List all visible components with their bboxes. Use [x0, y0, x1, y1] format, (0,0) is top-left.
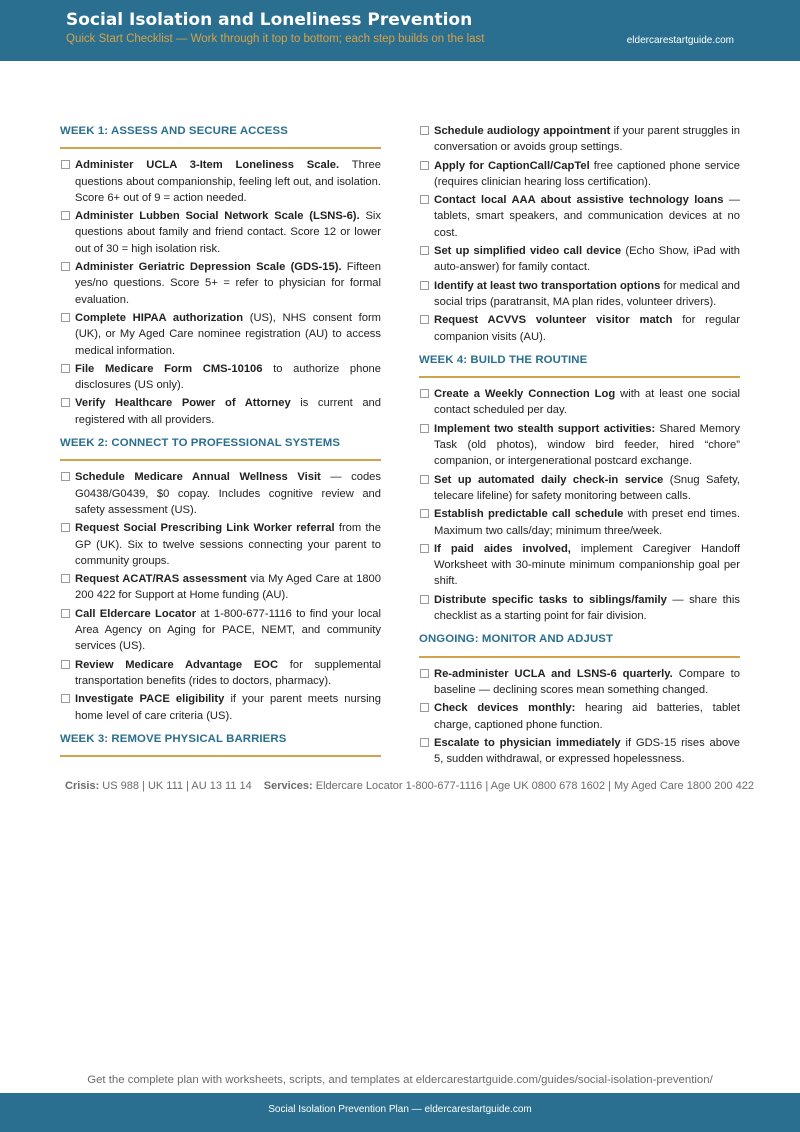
item-text: if GDS-15 rises above 5, sudden withdrawal, or expressed hopelessness.	[434, 736, 741, 766]
item-text: Shared Memory Task (old photos), window bird feeder, hired “chore” companion, or intergenerational postcard exchange.	[434, 422, 740, 468]
item-text: with preset end times. Maximum two calls/day; minimum three/week.	[434, 508, 740, 537]
section-week1	[60, 123, 381, 428]
item-title: Create a Weekly Connection Log	[434, 388, 616, 401]
checklist-item	[419, 158, 740, 191]
item-text: for supplemental transportation benefits (rides to doctors, pharmacy).	[75, 658, 382, 687]
checkbox-icon[interactable]	[420, 475, 429, 484]
item-text: (Echo Show, iPad with auto-answer) for family contact.	[434, 245, 741, 274]
checkbox-icon[interactable]	[420, 161, 429, 170]
checklist-item	[419, 666, 740, 699]
right-column	[419, 123, 740, 774]
item-text: if your parent meets nursing home level of care criteria (US).	[75, 693, 382, 722]
checkbox-icon[interactable]	[61, 364, 70, 373]
checkbox-icon[interactable]	[420, 703, 429, 712]
section-week3-items	[419, 123, 740, 345]
item-title: Set up automated daily check-in service	[434, 473, 664, 486]
item-title: Establish predictable call schedule	[434, 508, 624, 521]
checklist-item	[419, 278, 740, 311]
item-text: with at least one social contact scheduled per day.	[434, 388, 740, 417]
checklist-item	[419, 541, 740, 590]
header-banner	[0, 0, 800, 61]
checklist-item	[60, 208, 381, 257]
item-title: Apply for CaptionCall/CapTel	[434, 159, 590, 172]
crisis-label: Crisis:	[65, 780, 100, 792]
checklist-item	[419, 421, 740, 470]
checkbox-icon[interactable]	[420, 281, 429, 290]
item-title: Distribute specific tasks to siblings/family	[434, 593, 667, 606]
item-text: — tablets, smart speakers, and communication devices at no cost.	[434, 194, 741, 239]
item-title: Check devices monthly:	[434, 702, 576, 715]
checkbox-icon[interactable]	[420, 389, 429, 398]
checklist-item	[60, 469, 381, 518]
services-numbers: Eldercare Locator 1-800-677-1116 | Age UK 0800 678 1602 | My Aged Care 1800 200 422	[312, 780, 755, 792]
checklist-item	[60, 657, 381, 690]
footer-banner	[0, 1093, 800, 1132]
checklist-item	[419, 192, 740, 241]
item-title: Administer Lubben Social Network Scale (LSNS-6).	[75, 210, 360, 223]
checkbox-icon[interactable]	[61, 694, 70, 703]
item-title: Set up simplified video call device	[434, 245, 622, 258]
section-heading: WEEK 1: ASSESS AND SECURE ACCESS	[60, 123, 381, 149]
checkbox-icon[interactable]	[420, 738, 429, 747]
item-title: Complete HIPAA authorization	[75, 311, 244, 324]
page-subtitle: Quick Start Checklist — Work through it top to bottom; each step builds on the last	[66, 33, 485, 45]
checkbox-icon[interactable]	[61, 574, 70, 583]
item-title: Review Medicare Advantage EOC	[75, 658, 279, 671]
item-text: for regular companion visits (AU).	[434, 314, 740, 343]
checklist-item	[419, 312, 740, 345]
header-site-link[interactable]: eldercarestartguide.com	[626, 35, 734, 46]
checkbox-icon[interactable]	[420, 126, 429, 135]
item-text: if your parent struggles in conversation or avoids group settings.	[434, 125, 740, 154]
checkbox-icon[interactable]	[420, 509, 429, 518]
checkbox-icon[interactable]	[61, 160, 70, 169]
left-column	[60, 123, 381, 765]
checklist-item	[419, 506, 740, 539]
section-heading: WEEK 2: CONNECT TO PROFESSIONAL SYSTEMS	[60, 435, 381, 461]
section-heading: WEEK 4: BUILD THE ROUTINE	[419, 352, 740, 378]
item-title: Request Social Prescribing Link Worker referral	[75, 522, 335, 535]
checkbox-icon[interactable]	[61, 472, 70, 481]
item-title: Investigate PACE eligibility	[75, 693, 225, 706]
item-text: — codes G0438/G0439, $0 copay. Includes cognitive review and safety assessment (US).	[75, 471, 382, 516]
section-heading: WEEK 3: REMOVE PHYSICAL BARRIERS	[60, 731, 381, 757]
checkbox-icon[interactable]	[420, 669, 429, 678]
checklist-item	[60, 310, 381, 359]
checklist-item	[419, 735, 740, 768]
footer-text: Social Isolation Prevention Plan — eldercarestartguide.com	[268, 1104, 532, 1115]
checkbox-icon[interactable]	[420, 246, 429, 255]
checklist-item	[60, 520, 381, 569]
checkbox-icon[interactable]	[420, 595, 429, 604]
item-title: Contact local AAA about assistive technology loans	[434, 194, 724, 207]
checklist-item	[60, 571, 381, 604]
checklist-item	[60, 361, 381, 394]
checklist-item	[60, 395, 381, 428]
section-week2	[60, 435, 381, 724]
checklist-item	[60, 606, 381, 655]
item-title: If paid aides involved,	[434, 542, 571, 555]
checklist-item	[419, 592, 740, 625]
item-text: from the GP (UK). Six to twelve sessions connecting your parent to community groups.	[75, 522, 381, 567]
page-title: Social Isolation and Loneliness Prevention	[66, 10, 473, 30]
checkbox-icon[interactable]	[61, 523, 70, 532]
item-title: Schedule audiology appointment	[434, 125, 611, 137]
item-text: Fifteen yes/no questions. Score 5+ = refer to physician for formal evaluation.	[75, 261, 382, 306]
checkbox-icon[interactable]	[61, 609, 70, 618]
item-text: Three questions about companionship, feeling left out, and isolation. Score 6+ out of 9 = action needed.	[75, 159, 381, 204]
item-title: Escalate to physician immediately	[434, 736, 621, 749]
services-label: Services:	[263, 780, 313, 792]
item-text: — share this checklist as a starting point for fair division.	[434, 593, 740, 623]
checkbox-icon[interactable]	[61, 211, 70, 220]
item-text: at 1-800-677-1116 to find your local Area Agency on Aging for PACE, NEMT, and community services (US).	[75, 607, 382, 653]
item-title: Request ACVVS volunteer visitor match	[434, 314, 673, 327]
checklist-item	[419, 123, 740, 156]
checklist-item	[419, 700, 740, 733]
item-title: File Medicare Form CMS-10106	[75, 362, 263, 375]
item-text: Compare to baseline — declining scores mean something changed.	[434, 667, 740, 696]
crisis-numbers: US 988 | UK 111 | AU 13 11 14	[99, 780, 252, 792]
checkbox-icon[interactable]	[420, 424, 429, 433]
checklist-item	[60, 157, 381, 206]
item-text: free captioned phone service (requires clinician hearing loss certification).	[434, 159, 740, 188]
item-title: Verify Healthcare Power of Attorney	[75, 397, 291, 410]
item-text: hearing aid batteries, tablet charge, captioned phone function.	[434, 702, 740, 731]
item-title: Implement two stealth support activities:	[434, 422, 656, 435]
checkbox-icon[interactable]	[420, 315, 429, 324]
section-week3-heading	[60, 731, 381, 757]
checkbox-icon[interactable]	[61, 398, 70, 407]
item-title: Request ACAT/RAS assessment	[75, 573, 247, 586]
item-text: (Snug Safety, telecare lifeline) for safety monitoring between calls.	[434, 473, 740, 502]
item-title: Call Eldercare Locator	[75, 607, 197, 620]
checklist-item	[60, 259, 381, 308]
item-title: Schedule Medicare Annual Wellness Visit	[75, 471, 321, 484]
item-title: Re-administer UCLA and LSNS-6 quarterly.	[434, 667, 673, 680]
checklist-item	[419, 386, 740, 419]
checklist-item	[60, 691, 381, 724]
item-text: to authorize phone disclosures (US only).	[75, 362, 381, 392]
checkbox-icon[interactable]	[420, 195, 429, 204]
checkbox-icon[interactable]	[420, 544, 429, 553]
item-text: (US), NHS consent form (UK), or My Aged Care nominee registration (AU) to access medical information.	[75, 311, 381, 357]
contact-line	[65, 780, 755, 792]
item-text: implement Caregiver Handoff Worksheet with 30-minute minimum companionship goal per shift.	[434, 542, 740, 588]
section-heading: ONGOING: MONITOR AND ADJUST	[419, 631, 740, 657]
item-title: Administer UCLA 3-Item Loneliness Scale.	[75, 159, 340, 172]
checkbox-icon[interactable]	[61, 262, 70, 271]
item-title: Identify at least two transportation options	[434, 279, 661, 292]
checklist-item	[419, 472, 740, 505]
checklist-item	[419, 243, 740, 276]
item-text: Six questions about family and friend contact. Score 12 or lower out of 30 = high isolation risk.	[75, 210, 381, 255]
section-week4	[419, 352, 740, 624]
item-title: Administer Geriatric Depression Scale (GDS-15).	[75, 261, 342, 274]
item-text: via My Aged Care at 1800 200 422 for Support at Home funding (AU).	[75, 573, 381, 602]
bottom-note-link[interactable]: Get the complete plan with worksheets, scripts, and templates at eldercarestartguide.com/guides/social-isolation-prevention/	[87, 1074, 713, 1086]
checkbox-icon[interactable]	[61, 660, 70, 669]
item-text: is current and registered with all providers.	[75, 397, 381, 426]
checkbox-icon[interactable]	[61, 313, 70, 322]
section-ongoing	[419, 631, 740, 767]
item-text: for medical and social trips (paratransit, MA plan rides, volunteer drivers).	[434, 279, 740, 308]
